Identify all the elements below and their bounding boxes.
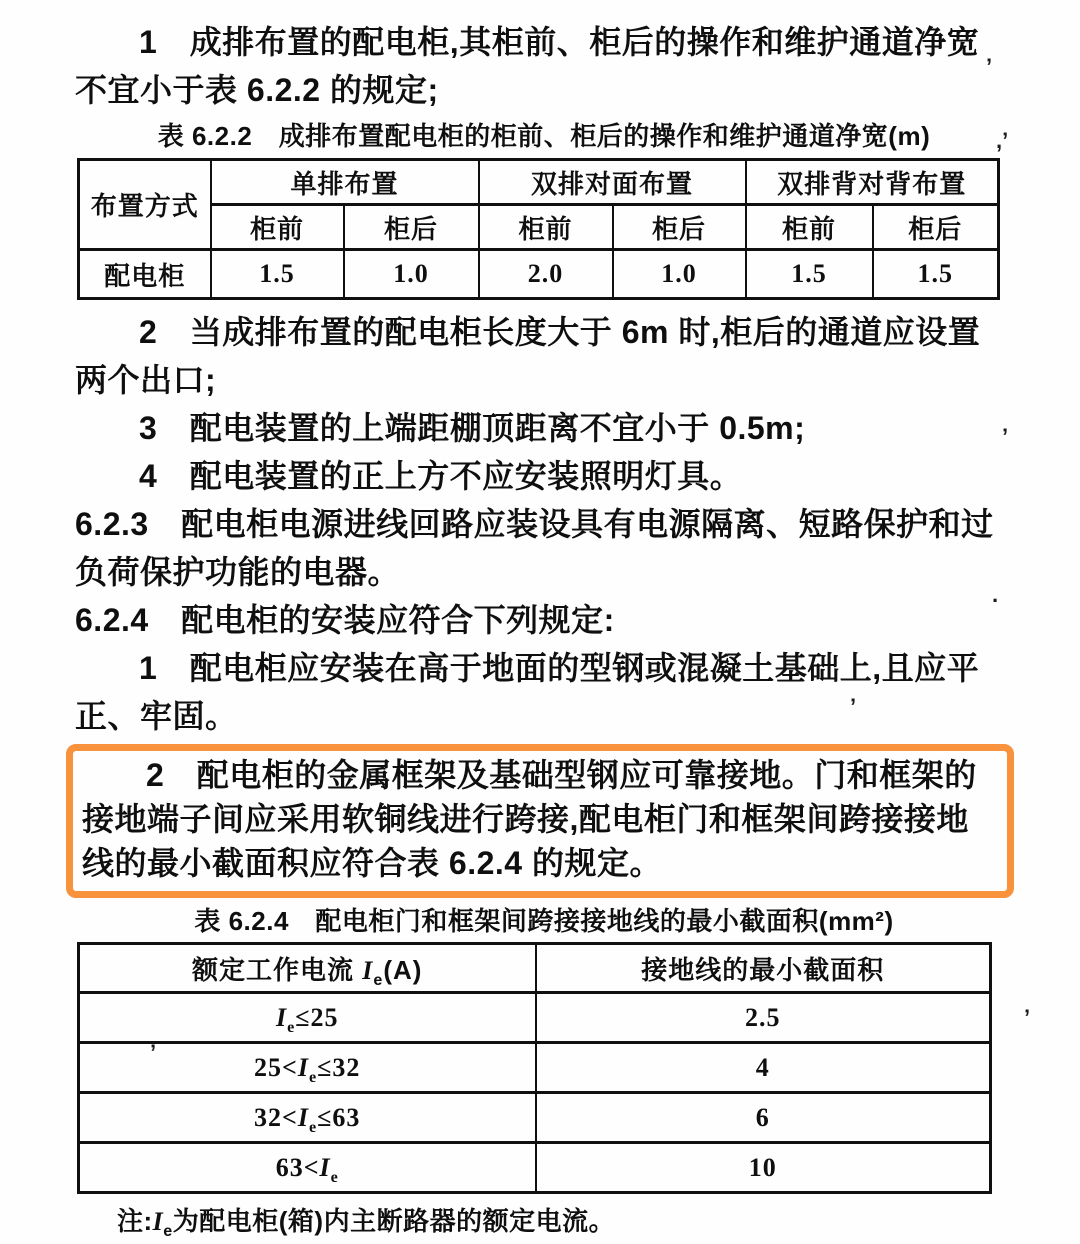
- document-content: [75, 18, 1013, 1241]
- current-range-cell: $32<I_e\le 63$: [79, 1093, 536, 1143]
- current-range-cell: $I_e\le 25$: [79, 993, 536, 1043]
- area-value-cell: 2.5: [536, 993, 991, 1043]
- value-cell: 1.5: [746, 250, 873, 299]
- corner-header-cell: 布置方式: [79, 160, 211, 250]
- body-line: 1 配电柜应安装在高于地面的型钢或混凝土基础上,且应平: [139, 650, 980, 686]
- area-value-cell: 4: [536, 1043, 991, 1093]
- area-value-cell: 10: [536, 1143, 991, 1193]
- highlighted-line: 线的最小截面积应符合表 6.2.4 的规定。: [82, 845, 662, 881]
- row-label-cell: 配电柜: [79, 250, 211, 299]
- value-cell: 1.0: [344, 250, 479, 299]
- value-cell: 1.5: [873, 250, 999, 299]
- highlight-annotation-box: [66, 744, 1014, 898]
- group-header-cell: 双排背对背布置: [746, 160, 999, 205]
- table-row: [79, 1143, 991, 1193]
- table-6-2-4: [77, 942, 992, 1194]
- current-range-cell: $63<I_e$: [79, 1143, 536, 1193]
- table-note: 注$:I_e$为配电柜(箱)内主断路器的额定电流。: [117, 1206, 616, 1241]
- sub-header-cell: 柜后: [613, 205, 746, 250]
- body-line: 2 当成排布置的配电柜长度大于 6m 时,柜后的通道应设置: [139, 314, 981, 350]
- body-line: 1 成排布置的配电柜,其柜前、柜后的操作和维护通道净宽: [139, 24, 980, 60]
- highlighted-line: 2 配电柜的金属框架及基础型钢应可靠接地。门和框架的: [146, 757, 977, 793]
- body-line: 4 配电装置的正上方不应安装照明灯具。: [139, 458, 743, 494]
- group-header-cell: 单排布置: [211, 160, 479, 205]
- body-line: 两个出口;: [75, 362, 217, 398]
- highlighted-line: 接地端子间应采用软铜线进行跨接,配电柜门和框架间跨接接地: [82, 801, 969, 837]
- scan-artifact: ’: [850, 694, 857, 719]
- sub-header-cell: 柜前: [479, 205, 613, 250]
- body-line: 不宜小于表 6.2.2 的规定;: [75, 72, 439, 108]
- scan-artifact: ’: [986, 54, 993, 79]
- scan-artifact: ’: [1002, 424, 1009, 449]
- sub-header-cell: 柜前: [746, 205, 873, 250]
- value-cell: 1.0: [613, 250, 746, 299]
- scan-artifact: ’: [1024, 1005, 1031, 1030]
- sub-header-cell: 柜后: [344, 205, 479, 250]
- table-row: [79, 1043, 991, 1093]
- column-header-cell: 接地线的最小截面积: [536, 944, 991, 993]
- sub-header-cell: 柜前: [211, 205, 344, 250]
- body-line: 正、牢固。: [75, 698, 238, 734]
- sub-header-cell: 柜后: [873, 205, 999, 250]
- value-cell: 2.0: [479, 250, 613, 299]
- table-row: [79, 993, 991, 1043]
- scan-artifact: ,’: [996, 128, 1009, 153]
- column-header-cell: 额定工作电流 $I_e(A)$: [79, 944, 536, 993]
- body-line: 3 配电装置的上端距棚顶距离不宜小于 0.5m;: [139, 410, 806, 446]
- value-cell: 1.5: [211, 250, 344, 299]
- clause-heading-line: 6.2.3 配电柜电源进线回路应装设具有电源隔离、短路保护和过: [75, 506, 994, 542]
- body-line: 负荷保护功能的电器。: [75, 554, 401, 590]
- scan-artifact: ’: [150, 1040, 157, 1065]
- clause-heading-line: 6.2.4 配电柜的安装应符合下列规定:: [75, 602, 615, 638]
- area-value-cell: 6: [536, 1093, 991, 1143]
- table-row: [79, 1093, 991, 1143]
- group-header-cell: 双排对面布置: [479, 160, 746, 205]
- table-6-2-2-caption: 表 6.2.2 成排布置配电柜的柜前、柜后的操作和维护通道净宽(m): [157, 121, 931, 151]
- table-row: [79, 250, 999, 299]
- table-6-2-2: [77, 158, 1000, 300]
- scan-artifact: ·: [992, 588, 1000, 613]
- table-6-2-4-caption: 表 6.2.4 配电柜门和框架间跨接接地线的最小截面积(mm²): [194, 906, 894, 936]
- current-range-cell: $25<I_e\le 32$: [79, 1043, 536, 1093]
